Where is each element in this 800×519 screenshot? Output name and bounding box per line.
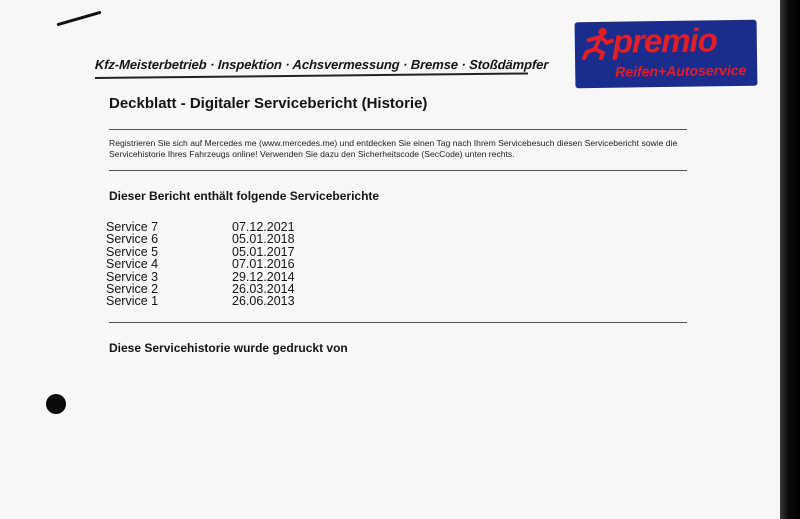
mercedes-me-info-text: Registrieren Sie sich auf Mercedes me (www.mercedes.me) und entdecken Sie einen Tag nach Ihrem Servicebesuch diesen Servicebericht sowie die Servicehistorie Ihres Fahrzeugs online! Verwenden Sie dazu den Sicherheitscode (SecCode) unten rechts.	[109, 138, 678, 159]
logo-subline: Reifen+Autoservice	[615, 61, 747, 80]
header-underline	[95, 72, 528, 79]
pen-mark	[56, 11, 101, 27]
list-item	[106, 258, 332, 270]
service-date: 29.12.2014	[232, 269, 295, 284]
service-name: Service 7	[106, 220, 159, 234]
list-item	[106, 233, 332, 245]
service-history-list	[106, 221, 332, 308]
divider	[109, 129, 687, 130]
document-title: Deckblatt - Digitaler Servicebericht (Historie)	[109, 95, 428, 112]
service-name: Service 4	[106, 257, 159, 272]
service-date: 26.06.2013	[232, 294, 295, 309]
punch-hole	[46, 394, 66, 414]
company-services-line: Kfz-Meisterbetrieb · Inspektion · Achsvermessung · Bremse · Stoßdämpfer	[94, 57, 549, 72]
divider	[109, 170, 687, 171]
divider	[109, 322, 687, 323]
premio-logo	[575, 20, 758, 89]
service-name: Service 6	[106, 232, 159, 247]
service-name: Service 3	[106, 269, 159, 284]
service-name: Service 5	[106, 244, 159, 259]
list-item	[106, 295, 332, 307]
service-name: Service 1	[106, 294, 159, 309]
service-date: 26.03.2014	[232, 282, 295, 297]
logo-wordmark: premio	[612, 21, 718, 60]
printed-by-label: Diese Servicehistorie wurde gedruckt von	[109, 341, 348, 355]
scan-edge-shadow	[780, 0, 800, 519]
service-name: Service 2	[106, 282, 159, 297]
service-date: 07.12.2021	[232, 220, 295, 234]
service-date: 05.01.2017	[232, 244, 295, 259]
service-date: 05.01.2018	[232, 232, 295, 247]
running-figure-icon	[581, 26, 615, 60]
service-date: 07.01.2016	[232, 257, 295, 272]
report-list-heading: Dieser Bericht enthält folgende Serviceberichte	[109, 189, 380, 203]
